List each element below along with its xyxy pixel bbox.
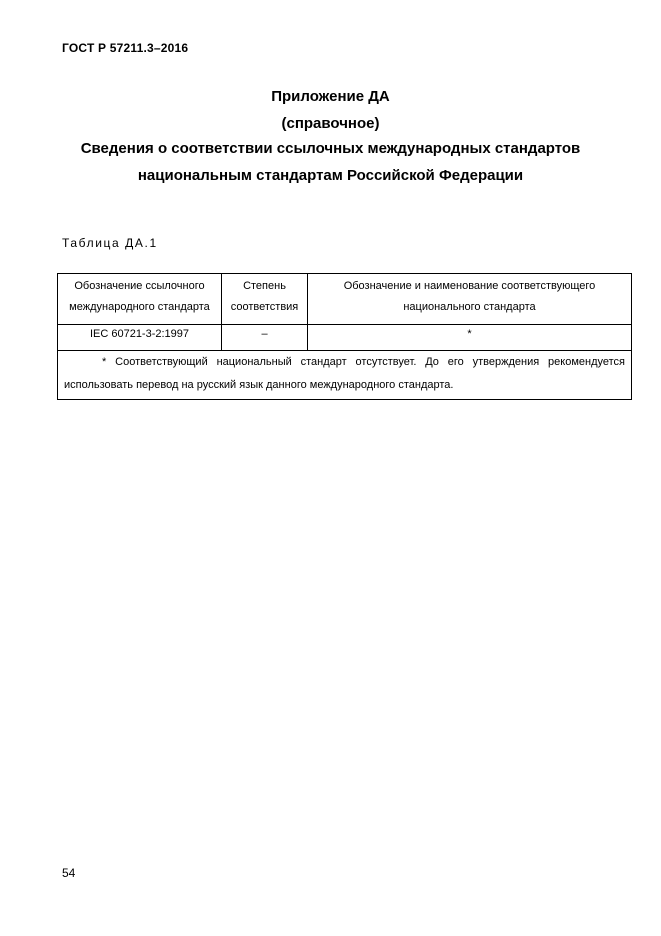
column-header-line: соответствия <box>230 301 299 313</box>
footnote-text: * Соответствующий национальный стандарт отсутствует. До его утверждения рекомендуется использовать перевод на русский язык данного международного стандарта. <box>64 356 625 391</box>
correspondence-table <box>57 273 632 400</box>
appendix-note: (справочное) <box>281 115 380 132</box>
column-header-line: международного стандарта <box>69 301 210 313</box>
column-header-national <box>308 274 632 325</box>
footnote-cell <box>58 351 632 400</box>
appendix-title: Приложение ДА <box>271 88 390 105</box>
column-header-line: Обозначение ссылочного <box>74 280 205 292</box>
appendix-heading-line-2: национальным стандартам Российской Федерации <box>137 167 524 184</box>
column-header-line: Обозначение и наименование соответствующего <box>343 280 596 292</box>
footnote-row <box>58 351 632 400</box>
column-header-line: национального стандарта <box>403 301 536 313</box>
table-header-row <box>58 274 632 325</box>
cell-degree: – <box>222 325 308 351</box>
document-code: ГОСТ Р 57211.3–2016 <box>62 41 189 55</box>
table-row <box>58 325 632 351</box>
appendix-heading-line-1: Сведения о соответствии ссылочных международных стандартов <box>80 140 581 157</box>
column-header-line: Степень <box>243 280 286 292</box>
cell-national: * <box>308 325 632 351</box>
column-header-standard <box>58 274 222 325</box>
cell-standard: IEC 60721-3-2:1997 <box>58 325 222 351</box>
page-number: 54 <box>62 866 76 880</box>
table-caption: Таблица ДА.1 <box>62 236 158 250</box>
column-header-degree <box>222 274 308 325</box>
